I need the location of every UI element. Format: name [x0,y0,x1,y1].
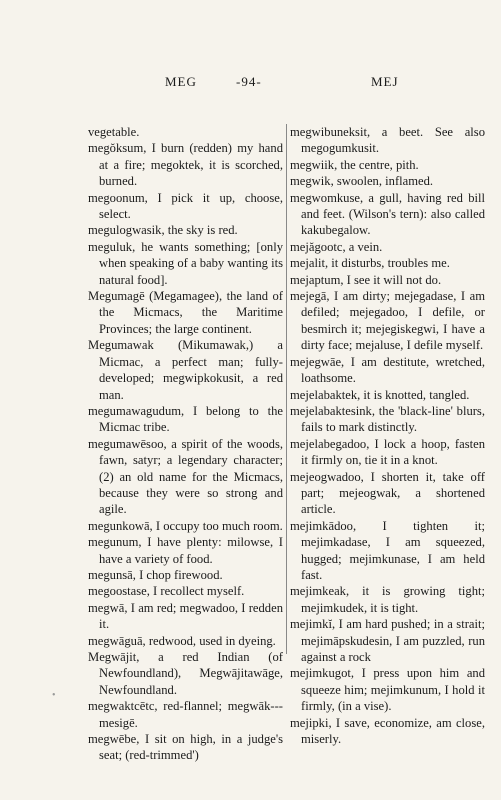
dictionary-entry: Megumawak (Mikumawak,) a Micmac, a perfect man; fully-developed; megwipkokusit, a red man. [88,338,283,402]
dictionary-entry: megumawagudum, I belong to the Micmac tribe. [88,403,283,435]
left-column [88,124,283,764]
dictionary-entry: mejegwāe, I am destitute, wretched, loathsome. [290,354,485,386]
dictionary-entry: megoostase, I recollect myself. [88,584,245,599]
dictionary-entry: mejimkugot, I press upon him and squeeze him; mejimkunum, I hold it firmly, (in a vise). [290,666,485,714]
dictionary-entry: megwēbe, I sit on high, in a judge's seat; (red-trimmed') [88,732,283,763]
dictionary-entry: megunkowā, I occupy too much room. [88,518,283,533]
column-divider [286,124,287,654]
dictionary-entry: mejalit, it disturbs, troubles me. [290,256,450,271]
dictionary-entry: Megumagē (Megamagee), the land of the Micmacs, the Maritime Provinces; the large continent. [88,289,283,336]
dictionary-entry: mejipki, I save, economize, am close, miserly. [290,715,485,747]
dictionary-entry: megumawēsoo, a spirit of the woods, fawn, satyr; a legendary character; (2) an old name for the Micmacs, because they were so strong and agile. [88,436,283,517]
dictionary-entry: mejimkĭ, I am hard pushed; in a strait; mejimāpskudesin, I am puzzled, run against a rock [290,617,485,664]
dictionary-entry: megunsā, I chop firewood. [88,567,223,582]
dictionary-entry: mejegā, I am dirty; mejegadase, I am defiled; mejegadoo, I defile, or besmirch it; mejegiskegwi, I have a dirty face; mejaluse, I defile myself. [290,289,485,353]
dictionary-entry: meguluk, he wants something; [only when speaking of a baby wanting its natural food]. [88,239,283,287]
page-number: -94- [236,74,262,89]
dictionary-entry: megunum, I have plenty: milowse, I have a variety of food. [88,535,283,566]
dictionary-entry: mejelabaktek, it is knotted, tangled. [290,387,470,402]
dictionary-entry: mejelabaktesink, the 'black-line' blurs, fails to mark distinctly. [290,403,485,435]
page-speck-mark: • [52,690,56,701]
dictionary-entry: megulogwasik, the sky is red. [88,223,238,238]
dictionary-entry: megwiik, the centre, pith. [290,157,419,172]
dictionary-entry: vegetable. [88,125,140,139]
dictionary-entry: mejelabegadoo, I lock a hoop, fasten it firmly on, tie it in a knot. [290,436,485,468]
page-header [0,74,501,94]
right-column [290,124,485,747]
dictionary-entry: mejăgootc, a vein. [290,239,383,254]
dictionary-entry: Megwājit, a red Indian (of Newfoundland), Megwājitawāge, Newfoundland. [88,650,283,697]
dictionary-entry: megwāguā, redwood, used in dyeing. [88,633,276,648]
dictionary-entry: megwibuneksit, a beet. See also megogumkusit. [290,125,485,156]
dictionary-entry: mejeogwadoo, I shorten it, take off part; mejeogwak, a shortened article. [290,469,485,517]
dictionary-entry: mejaptum, I see it will not do. [290,272,442,287]
dictionary-entry: megwomkuse, a gull, having red bill and feet. (Wilson's tern): also called kakubegalow. [290,190,485,238]
dictionary-entry: megŏksum, I burn (redden) my hand at a fire; megoktek, it is scorched, burned. [88,141,283,189]
dictionary-entry: mejimkādoo, I tighten it; mejimkadase, I am squeezed, hugged; mejimkunase, I am held fast. [290,518,485,582]
header-left-guideword: MEG [165,74,197,89]
dictionary-entry: megwik, swoolen, inflamed. [290,174,434,189]
dictionary-entry: mejimkeak, it is growing tight; mejimkudek, it is tight. [290,584,485,615]
dictionary-entry: megwaktcētc, red-flannel; megwāk---mesigē. [88,699,283,730]
header-right-guideword: MEJ [371,74,399,89]
dictionary-entry: megoonum, I pick it up, choose, select. [88,190,283,222]
dictionary-entry: megwā, I am red; megwadoo, I redden it. [88,600,283,632]
